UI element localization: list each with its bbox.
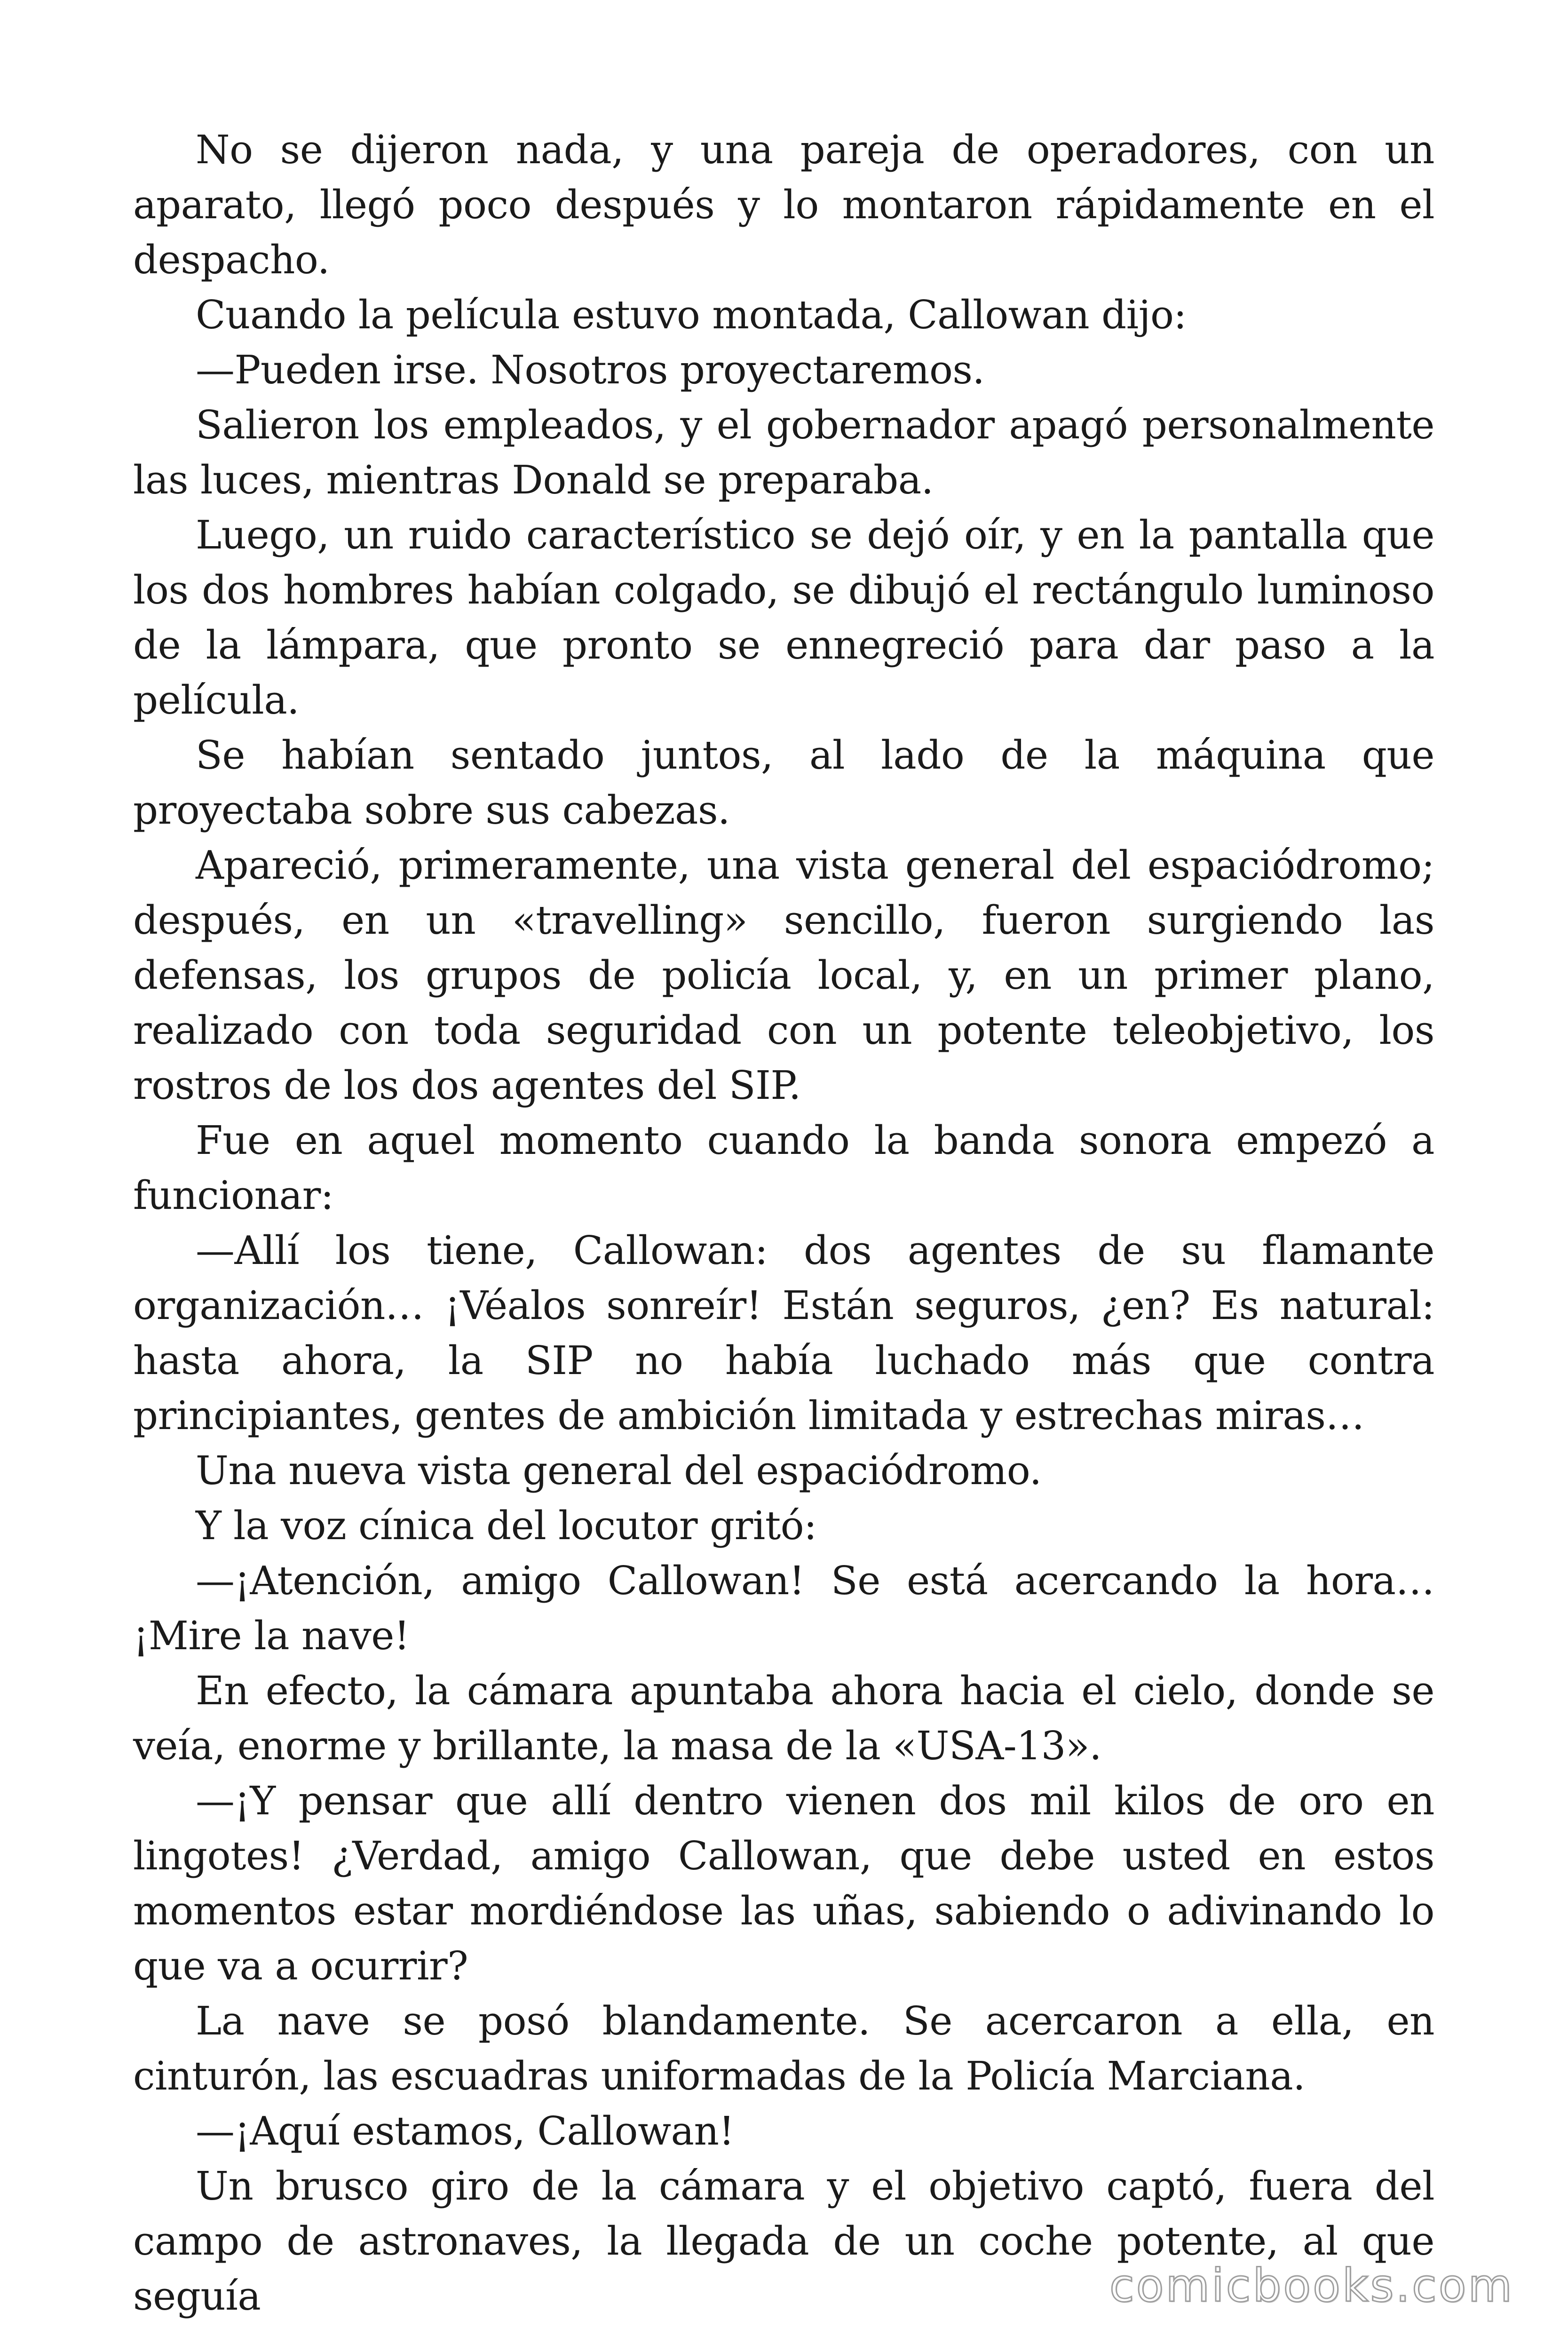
paragraph: En efecto, la cámara apuntaba ahora hacia el cielo, donde se veía, enorme y brillante, la masa de la «USA-13».	[133, 1668, 1434, 1769]
paragraph: Apareció, primeramente, una vista general del espaciódromo; después, en un «travelling» sencillo, fueron surgiendo las defensas, los grupos de policía local, y, en un primer plano, realizado con toda seguridad con un potente teleobjetivo, los rostros de los dos agentes del SIP.	[133, 842, 1434, 1108]
page-text	[133, 122, 1434, 2324]
paragraph: —¡Atención, amigo Callowan! Se está acercando la hora… ¡Mire la nave!	[133, 1558, 1434, 1659]
paragraph: Cuando la película estuvo montada, Callowan dijo:	[196, 292, 1187, 338]
paragraph: —¡Y pensar que allí dentro vienen dos mil kilos de oro en lingotes! ¿Verdad, amigo Callowan, que debe usted en estos momentos estar mordiéndose las uñas, sabiendo o adivinando lo que va a ocurrir?	[133, 1778, 1434, 1989]
watermark: comicbooks.com	[1109, 2259, 1514, 2312]
paragraph: Luego, un ruido característico se dejó oír, y en la pantalla que los dos hombres habían colgado, se dibujó el rectángulo luminoso de la lámpara, que pronto se ennegreció para dar paso a la película.	[133, 512, 1434, 723]
paragraph: —Pueden irse. Nosotros proyectaremos.	[196, 347, 985, 393]
paragraph: —Allí los tiene, Callowan: dos agentes de su flamante organización… ¡Véalos sonreír! Están seguros, ¿en? Es natural: hasta ahora, la SIP no había luchado más que contra principiantes, gentes de ambición limitada y estrechas miras…	[133, 1228, 1434, 1438]
paragraph: Fue en aquel momento cuando la banda sonora empezó a funcionar:	[133, 1118, 1434, 1218]
paragraph: Se habían sentado juntos, al lado de la máquina que proyectaba sobre sus cabezas.	[133, 732, 1434, 833]
paragraph: —¡Aquí estamos, Callowan!	[196, 2108, 735, 2154]
paragraph: La nave se posó blandamente. Se acercaron a ella, en cinturón, las escuadras uniformadas de la Policía Marciana.	[133, 1998, 1434, 2099]
paragraph: No se dijeron nada, y una pareja de operadores, con un aparato, llegó poco después y lo montaron rápidamente en el despacho.	[133, 127, 1434, 283]
paragraph: Y la voz cínica del locutor gritó:	[196, 1503, 817, 1549]
paragraph: Una nueva vista general del espaciódromo.	[196, 1448, 1042, 1494]
paragraph: Un brusco giro de la cámara y el objetivo captó, fuera del campo de astronaves, la llegada de un coche potente, al que seguía	[133, 2163, 1434, 2319]
paragraph: Salieron los empleados, y el gobernador apagó personalmente las luces, mientras Donald se preparaba.	[133, 402, 1434, 503]
